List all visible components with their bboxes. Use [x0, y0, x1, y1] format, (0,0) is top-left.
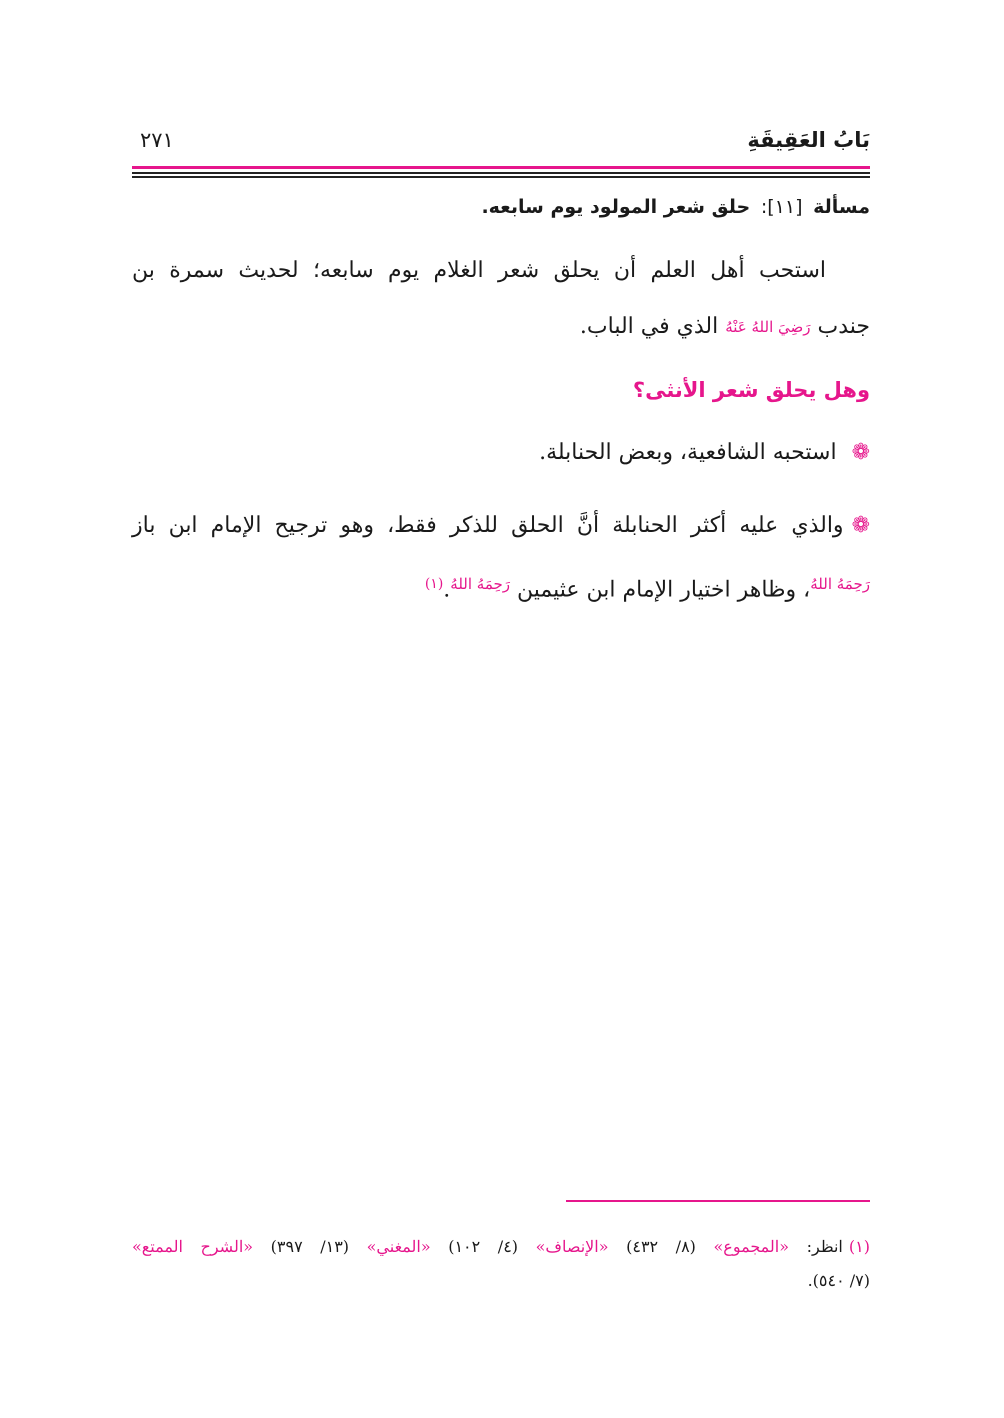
question-heading: وهل يحلق شعر الأنثى؟ [632, 378, 870, 402]
footnote-line-1 [132, 1230, 870, 1264]
flower-ornament-icon: ❁ [851, 440, 870, 465]
source-ref: (٧/ ٥٤٠). [807, 1271, 870, 1290]
bullet-item [132, 424, 870, 482]
masala-heading [481, 196, 870, 218]
page-header [132, 128, 870, 168]
paragraph-line-1: استحب أهل العلم أن يحلق شعر الغلام يوم سابعه؛ لحديث سمرة بن [132, 258, 826, 283]
source-ref: (٤/ ١٠٢) [448, 1237, 519, 1256]
paragraph-line-2b: الذي في الباب. [579, 314, 719, 339]
honorific-rahimahullah: رَحِمَهُ اللهُ [450, 575, 511, 593]
bullet-line-end: . [443, 577, 451, 603]
paragraph-hadith [132, 243, 870, 355]
source-title: «الشرح الممتع» [132, 1237, 254, 1256]
bullet-item [132, 497, 870, 619]
header-rule-top [132, 172, 870, 174]
bullet-text-line-2: ، وظاهر اختيار الإمام ابن عثيمين [517, 577, 811, 603]
source-title: «المجموع» [713, 1237, 790, 1256]
footnote-intro: انظر: [806, 1237, 843, 1256]
footnote-separator [566, 1200, 870, 1202]
flower-ornament-icon: ❁ [851, 513, 870, 538]
running-title: بَابُ العَقِيقَةِ [747, 128, 870, 152]
source-ref: (١٣/ ٣٩٧) [270, 1237, 350, 1256]
source-title: «الإنصاف» [535, 1237, 609, 1256]
bullet-text-line-1: والذي عليه أكثر الحنابلة أنَّ الحلق للذكر فقط، وهو ترجيح الإمام ابن باز [132, 513, 844, 538]
bullet-text: استحبه الشافعية، وبعض الحنابلة. [539, 440, 837, 465]
masala-prefix: مسألة [813, 196, 870, 218]
footnote-reference[interactable]: (١) [424, 576, 444, 592]
source-ref: (٨/ ٤٣٢) [626, 1237, 696, 1256]
footnote [132, 1230, 870, 1298]
honorific-radiyallahu: رَضِيَ اللهُ عَنْهُ [725, 318, 811, 336]
header-rule-accent [132, 166, 870, 169]
source-title: «المغني» [366, 1237, 431, 1256]
masala-title: حلق شعر المولود يوم سابعه. [481, 196, 751, 218]
paragraph-line-2a: جندب [817, 314, 870, 339]
footnote-marker: (١) [848, 1237, 870, 1256]
honorific-rahimahullah: رَحِمَهُ اللهُ [810, 575, 870, 593]
header-rule-bottom [132, 176, 870, 178]
masala-number: [١١]: [760, 196, 803, 218]
bullet-line-1 [132, 497, 870, 555]
page-number: ٢٧١ [140, 128, 174, 152]
